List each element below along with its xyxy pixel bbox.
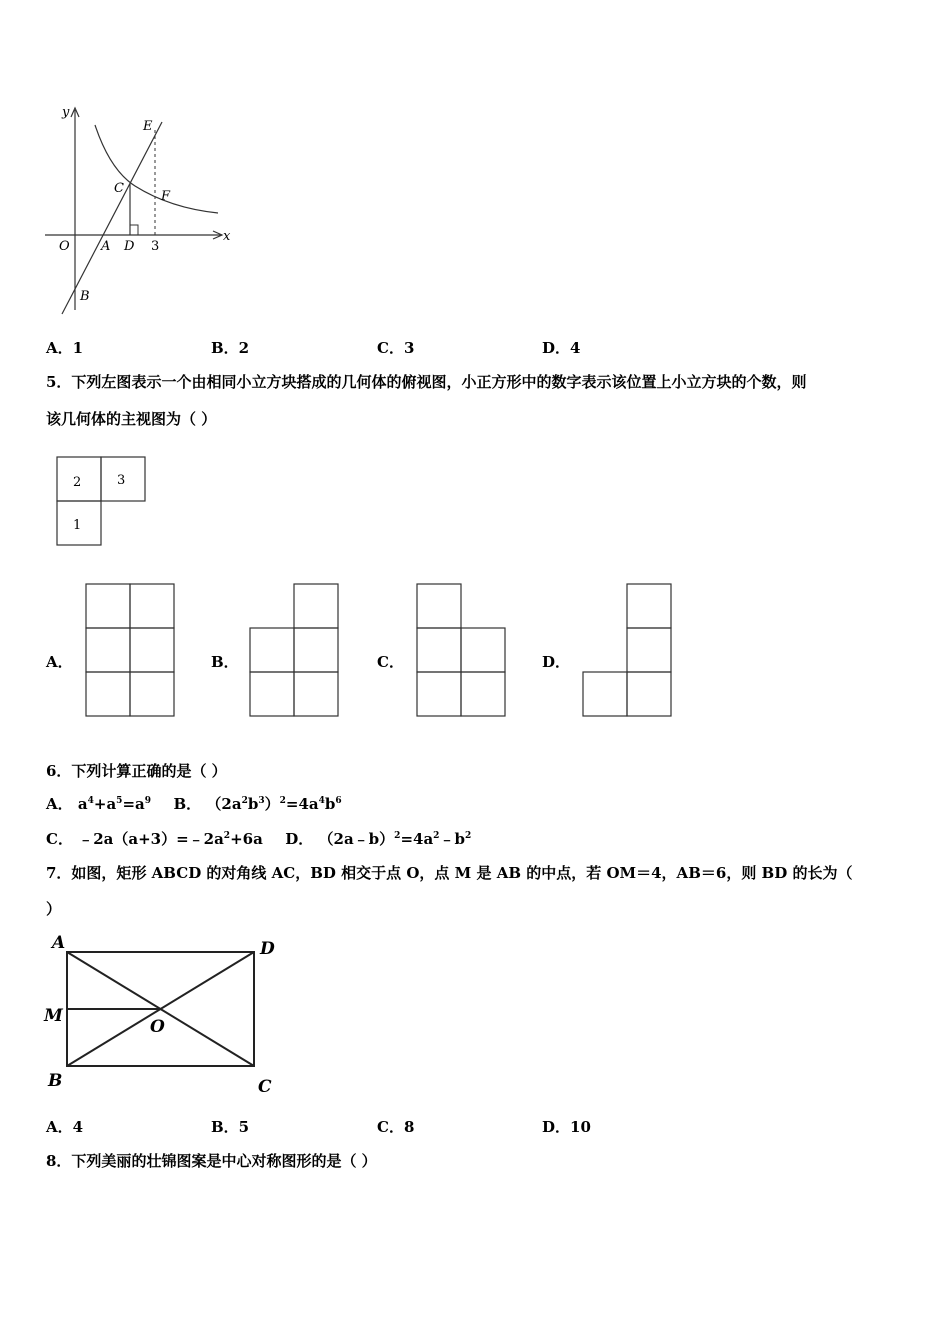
- q6-option-a-expr[interactable]: $a^4+a^5=a^9$: [77, 795, 151, 813]
- q5-option-b-label[interactable]: B．: [211, 653, 239, 671]
- q7-option-d[interactable]: D．10: [542, 1118, 591, 1136]
- q6-option-c-expr[interactable]: $﹣2a(a+3)=﹣2a^2+6a$: [78, 830, 263, 848]
- label-f: F: [161, 189, 171, 204]
- q7-option-a[interactable]: A．4: [46, 1118, 84, 1136]
- q5-option-c-label[interactable]: C．: [377, 653, 404, 671]
- label-a: A: [52, 933, 66, 953]
- q5-option-a-label[interactable]: A．: [46, 653, 73, 671]
- q5-stem-line1: 5．下列左图表示一个由相同小立方块搭成的几何体的俯视图，小正方形中的数字表示该位置上小立方块的个数，则: [46, 373, 807, 391]
- q4-option-d[interactable]: D．4: [542, 339, 581, 357]
- q6-option-a-label[interactable]: A．: [46, 795, 73, 813]
- hyperbola-curve: [95, 125, 218, 213]
- label-c: C: [114, 181, 124, 196]
- q4-option-c[interactable]: C．3: [377, 339, 415, 357]
- q8-stem: 8．下列美丽的壮锦图案是中心对称图形的是（ ）: [46, 1152, 377, 1170]
- label-a: A: [101, 239, 111, 254]
- q6-options-row1: [46, 793, 342, 814]
- grid-number-2: 2: [73, 475, 82, 490]
- q6-stem: 6．下列计算正确的是（ ）: [46, 762, 227, 780]
- label-m: M: [44, 1006, 63, 1026]
- q7-option-c[interactable]: C．8: [377, 1118, 415, 1136]
- q6-option-d-label[interactable]: D．: [285, 830, 314, 848]
- q7-stem-line2: ）: [46, 900, 62, 918]
- q4-graph-figure: [40, 100, 240, 315]
- q5-option-b-figure[interactable]: [249, 583, 341, 719]
- label-c: C: [258, 1077, 272, 1097]
- q5-top-view-grid: [55, 455, 150, 547]
- grid-number-3: 3: [117, 473, 126, 488]
- q6-options-row2: [46, 828, 471, 849]
- q7-option-b[interactable]: B．5: [211, 1118, 250, 1136]
- q5-option-c-figure[interactable]: [416, 583, 508, 719]
- q4-option-a[interactable]: A．1: [46, 339, 84, 357]
- q5-option-d-figure[interactable]: [582, 583, 674, 719]
- q5-stem-line2: 该几何体的主视图为（ ）: [46, 410, 217, 428]
- q7-stem-line1: 7．如图，矩形 ABCD 的对角线 AC，BD 相交于点 O，点 M 是 AB 的中点，若 OM＝4，AB＝6，则 BD 的长为（: [46, 864, 853, 882]
- right-angle-mark: [130, 225, 138, 235]
- label-e: E: [143, 119, 153, 134]
- q6-option-b-expr[interactable]: $(2a^2b^3)^2=4a^4b^6$: [206, 795, 342, 813]
- q6-option-d-expr[interactable]: $(2a﹣b)^2=4a^2﹣b^2$: [318, 830, 472, 848]
- line-b-e: [62, 122, 162, 314]
- q6-option-b-label[interactable]: B．: [173, 795, 202, 813]
- label-o: O: [59, 239, 70, 254]
- label-o: O: [150, 1017, 165, 1037]
- label-d: D: [260, 939, 275, 959]
- label-d: D: [124, 239, 135, 254]
- label-b: B: [80, 289, 90, 304]
- q4-option-b[interactable]: B．2: [211, 339, 250, 357]
- grid-number-1: 1: [73, 518, 82, 533]
- label-3: 3: [151, 239, 160, 254]
- q5-option-d-label[interactable]: D．: [542, 653, 571, 671]
- q5-option-a-figure[interactable]: [85, 583, 177, 719]
- label-x: x: [223, 229, 231, 244]
- label-y: y: [62, 105, 70, 120]
- label-b: B: [48, 1071, 63, 1091]
- q7-rectangle-figure: [40, 930, 285, 1100]
- q6-option-c-label[interactable]: C．: [46, 830, 73, 848]
